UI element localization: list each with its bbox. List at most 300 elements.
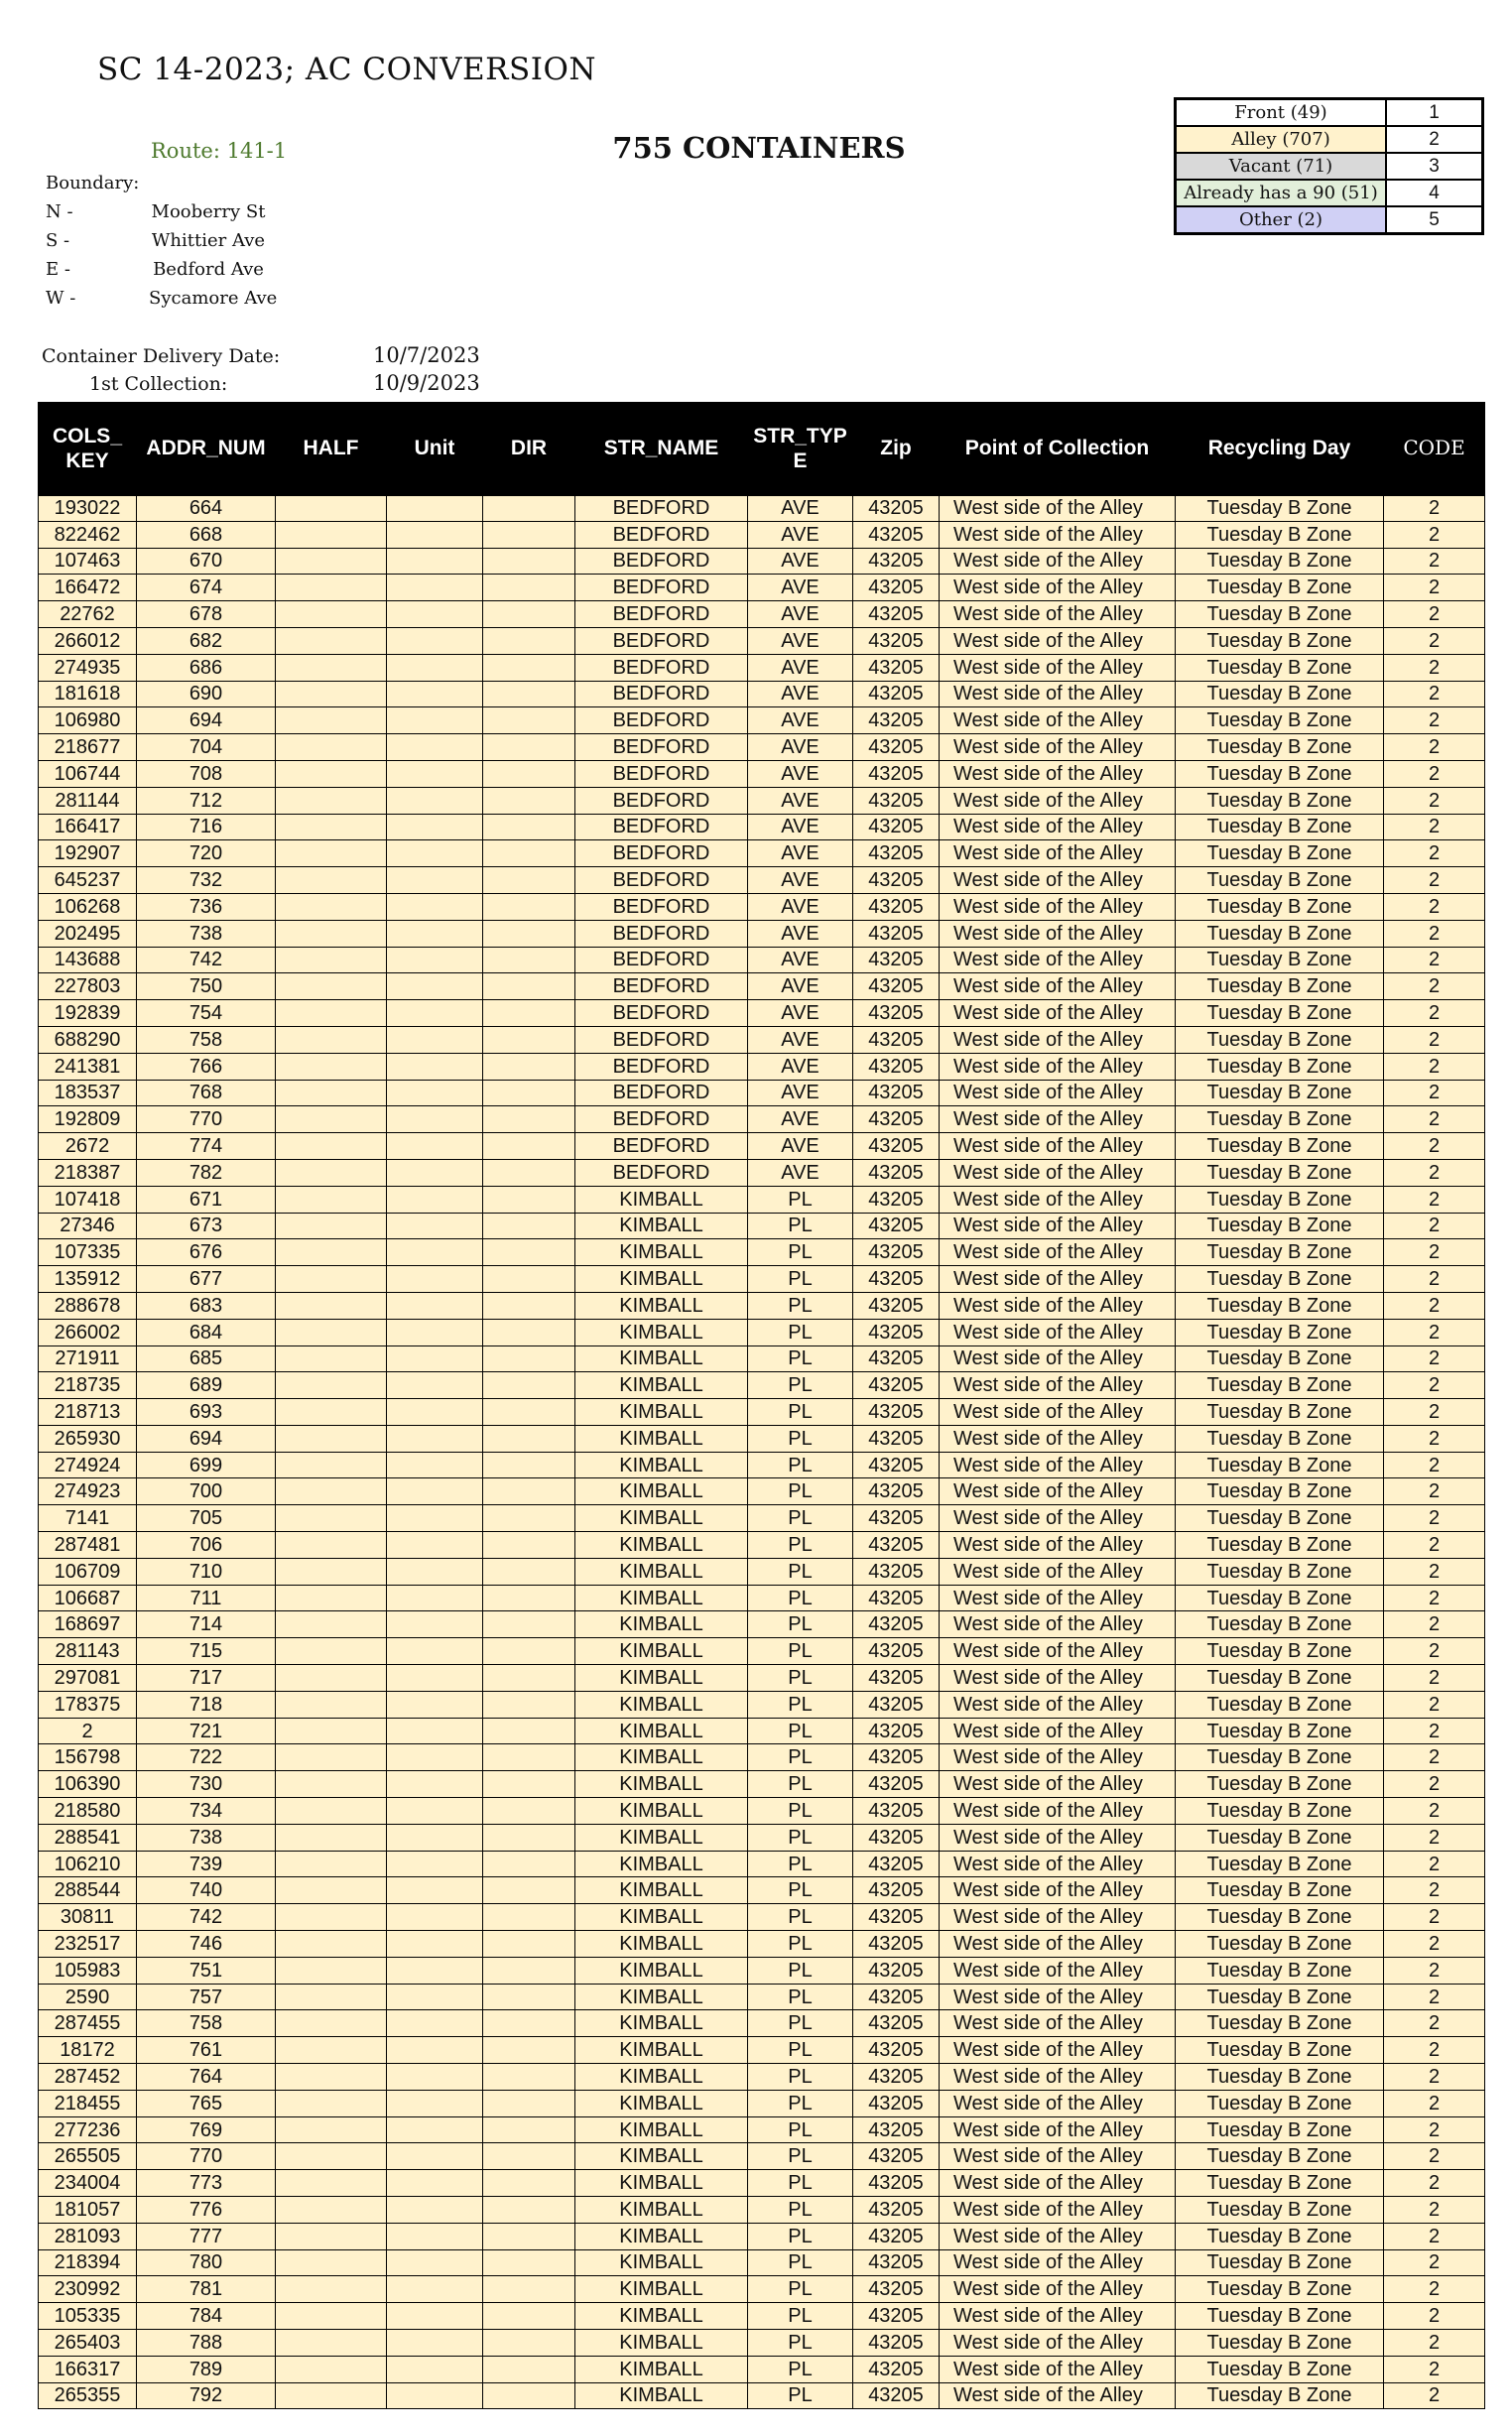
cell-zip: 43205 (853, 734, 940, 761)
cell-zip: 43205 (853, 1372, 940, 1399)
cell-zip: 43205 (853, 1186, 940, 1213)
cell-dir (483, 1957, 575, 1984)
cell-point-of-collection: West side of the Alley (940, 1266, 1176, 1293)
cell-recycling-day: Tuesday B Zone (1176, 1798, 1384, 1825)
cell-str-type: PL (748, 1292, 853, 1319)
cell-unit (387, 1824, 483, 1851)
cell-code: 2 (1384, 1452, 1485, 1478)
cell-recycling-day: Tuesday B Zone (1176, 1718, 1384, 1744)
col-header-unit: Unit (387, 403, 483, 495)
cell-zip: 43205 (853, 2382, 940, 2409)
cell-point-of-collection: West side of the Alley (940, 1080, 1176, 1106)
cell-cols-key: 271911 (39, 1345, 137, 1372)
cell-recycling-day: Tuesday B Zone (1176, 2249, 1384, 2276)
cell-str-type: PL (748, 1824, 853, 1851)
cell-str-name: BEDFORD (575, 707, 748, 734)
cell-half (276, 1372, 387, 1399)
cell-dir (483, 1452, 575, 1478)
col-header-str-type: STR_TYP E (748, 403, 853, 495)
cell-code: 2 (1384, 681, 1485, 707)
cell-dir (483, 1026, 575, 1053)
cell-str-type: AVE (748, 760, 853, 787)
cell-str-type: PL (748, 1957, 853, 1984)
cell-cols-key: 27346 (39, 1213, 137, 1239)
cell-point-of-collection: West side of the Alley (940, 2037, 1176, 2064)
delivery-date-label: Container Delivery Date: (42, 345, 281, 367)
cell-str-type: PL (748, 1399, 853, 1426)
cell-dir (483, 1984, 575, 2010)
cell-half (276, 2276, 387, 2303)
cell-addr-num: 705 (137, 1505, 276, 1532)
col-header-cols-key: COLS_ KEY (39, 403, 137, 495)
cell-unit (387, 2064, 483, 2091)
cell-half (276, 1532, 387, 1559)
cell-zip: 43205 (853, 1239, 940, 1266)
cell-dir (483, 2010, 575, 2037)
cell-unit (387, 575, 483, 601)
cell-str-name: KIMBALL (575, 2064, 748, 2091)
cell-str-type: PL (748, 1425, 853, 1452)
cell-str-type: AVE (748, 920, 853, 947)
cell-cols-key: 287481 (39, 1532, 137, 1559)
cell-zip: 43205 (853, 1399, 940, 1426)
cell-unit (387, 1000, 483, 1027)
cell-recycling-day: Tuesday B Zone (1176, 601, 1384, 628)
cell-recycling-day: Tuesday B Zone (1176, 867, 1384, 894)
cell-recycling-day: Tuesday B Zone (1176, 1319, 1384, 1345)
cell-recycling-day: Tuesday B Zone (1176, 1266, 1384, 1293)
cell-half (276, 1319, 387, 1345)
cell-dir (483, 1478, 575, 1505)
cell-point-of-collection: West side of the Alley (940, 1505, 1176, 1532)
cell-unit (387, 1638, 483, 1665)
cell-str-name: BEDFORD (575, 1133, 748, 1160)
document-title: SC 14-2023; AC CONVERSION (97, 52, 597, 87)
cell-addr-num: 742 (137, 947, 276, 973)
cell-str-type: AVE (748, 734, 853, 761)
table-row (39, 1053, 1485, 1080)
cell-point-of-collection: West side of the Alley (940, 2382, 1176, 2409)
cell-code: 2 (1384, 1292, 1485, 1319)
cell-str-type: PL (748, 1984, 853, 2010)
cell-zip: 43205 (853, 1771, 940, 1798)
route-label: Route: 141-1 (151, 139, 288, 163)
cell-code: 2 (1384, 920, 1485, 947)
cell-half (276, 548, 387, 575)
cell-str-name: KIMBALL (575, 1877, 748, 1904)
cell-str-type: PL (748, 2143, 853, 2170)
cell-dir (483, 654, 575, 681)
col-header-zip: Zip (853, 403, 940, 495)
cell-addr-num: 685 (137, 1345, 276, 1372)
cell-addr-num: 720 (137, 840, 276, 867)
cell-zip: 43205 (853, 1213, 940, 1239)
cell-code: 2 (1384, 787, 1485, 814)
cell-addr-num: 770 (137, 1106, 276, 1133)
cell-cols-key: 266012 (39, 627, 137, 654)
cell-point-of-collection: West side of the Alley (940, 495, 1176, 522)
cell-point-of-collection: West side of the Alley (940, 1824, 1176, 1851)
cell-point-of-collection: West side of the Alley (940, 575, 1176, 601)
cell-point-of-collection: West side of the Alley (940, 1213, 1176, 1239)
cell-str-name: KIMBALL (575, 1345, 748, 1372)
cell-recycling-day: Tuesday B Zone (1176, 1585, 1384, 1611)
table-row (39, 601, 1485, 628)
cell-str-name: KIMBALL (575, 1771, 748, 1798)
cell-addr-num: 706 (137, 1532, 276, 1559)
cell-cols-key: 241381 (39, 1053, 137, 1080)
cell-str-type: AVE (748, 1159, 853, 1186)
cell-half (276, 2170, 387, 2197)
cell-zip: 43205 (853, 2329, 940, 2356)
cell-cols-key: 218387 (39, 1159, 137, 1186)
cell-dir (483, 920, 575, 947)
cell-str-name: KIMBALL (575, 2303, 748, 2330)
cell-point-of-collection: West side of the Alley (940, 1771, 1176, 1798)
cell-cols-key: 287455 (39, 2010, 137, 2037)
table-row (39, 1771, 1485, 1798)
cell-str-type: PL (748, 1532, 853, 1559)
cell-code: 2 (1384, 947, 1485, 973)
cell-code: 2 (1384, 2249, 1485, 2276)
cell-dir (483, 1718, 575, 1744)
cell-half (276, 1213, 387, 1239)
cell-cols-key: 106980 (39, 707, 137, 734)
cell-point-of-collection: West side of the Alley (940, 2090, 1176, 2116)
cell-dir (483, 1080, 575, 1106)
cell-cols-key: 166472 (39, 575, 137, 601)
cell-point-of-collection: West side of the Alley (940, 1319, 1176, 1345)
cell-dir (483, 1372, 575, 1399)
cell-half (276, 760, 387, 787)
cell-code: 2 (1384, 1213, 1485, 1239)
cell-point-of-collection: West side of the Alley (940, 1532, 1176, 1559)
cell-dir (483, 2064, 575, 2091)
cell-str-name: KIMBALL (575, 1292, 748, 1319)
cell-code: 2 (1384, 734, 1485, 761)
cell-cols-key: 288541 (39, 1824, 137, 1851)
cell-cols-key: 192907 (39, 840, 137, 867)
cell-zip: 43205 (853, 2356, 940, 2382)
cell-str-type: AVE (748, 681, 853, 707)
cell-half (276, 601, 387, 628)
cell-dir (483, 1186, 575, 1213)
cell-dir (483, 1824, 575, 1851)
cell-str-type: PL (748, 2382, 853, 2409)
cell-cols-key: 218455 (39, 2090, 137, 2116)
legend-label: Vacant (71) (1176, 153, 1387, 180)
cell-zip: 43205 (853, 2143, 940, 2170)
cell-code: 2 (1384, 575, 1485, 601)
table-row (39, 1558, 1485, 1585)
cell-recycling-day: Tuesday B Zone (1176, 1957, 1384, 1984)
cell-dir (483, 1877, 575, 1904)
cell-recycling-day: Tuesday B Zone (1176, 1824, 1384, 1851)
cell-recycling-day: Tuesday B Zone (1176, 1638, 1384, 1665)
cell-zip: 43205 (853, 681, 940, 707)
cell-unit (387, 1159, 483, 1186)
cell-str-name: KIMBALL (575, 1372, 748, 1399)
table-row (39, 2170, 1485, 2197)
table-row (39, 495, 1485, 522)
cell-dir (483, 1292, 575, 1319)
cell-half (276, 814, 387, 840)
cell-dir (483, 2249, 575, 2276)
cell-code: 2 (1384, 601, 1485, 628)
cell-point-of-collection: West side of the Alley (940, 654, 1176, 681)
cell-cols-key: 232517 (39, 1931, 137, 1958)
boundary-street-north: Mooberry St (151, 201, 266, 222)
cell-zip: 43205 (853, 2090, 940, 2116)
cell-half (276, 947, 387, 973)
legend-row (1176, 126, 1483, 153)
cell-code: 2 (1384, 2382, 1485, 2409)
cell-str-name: KIMBALL (575, 1425, 748, 1452)
table-row (39, 1133, 1485, 1160)
cell-unit (387, 2170, 483, 2197)
cell-recycling-day: Tuesday B Zone (1176, 947, 1384, 973)
cell-str-name: KIMBALL (575, 1532, 748, 1559)
cell-cols-key: 688290 (39, 1026, 137, 1053)
table-row (39, 947, 1485, 973)
cell-str-name: KIMBALL (575, 1931, 748, 1958)
cell-cols-key: 218580 (39, 1798, 137, 1825)
cell-dir (483, 1532, 575, 1559)
cell-addr-num: 754 (137, 1000, 276, 1027)
cell-unit (387, 1744, 483, 1771)
cell-half (276, 840, 387, 867)
cell-code: 2 (1384, 2170, 1485, 2197)
cell-half (276, 1026, 387, 1053)
cell-addr-num: 721 (137, 1718, 276, 1744)
cell-cols-key: 107463 (39, 548, 137, 575)
cell-point-of-collection: West side of the Alley (940, 1425, 1176, 1452)
cell-unit (387, 627, 483, 654)
cell-recycling-day: Tuesday B Zone (1176, 2382, 1384, 2409)
cell-unit (387, 973, 483, 1000)
cell-half (276, 1718, 387, 1744)
table-row (39, 1611, 1485, 1638)
cell-code: 2 (1384, 2090, 1485, 2116)
cell-half (276, 1425, 387, 1452)
cell-code: 2 (1384, 654, 1485, 681)
cell-code: 2 (1384, 1718, 1485, 1744)
cell-str-type: PL (748, 1611, 853, 1638)
cell-point-of-collection: West side of the Alley (940, 2276, 1176, 2303)
cell-unit (387, 1718, 483, 1744)
cell-half (276, 1558, 387, 1585)
cell-str-type: AVE (748, 814, 853, 840)
cell-str-type: AVE (748, 1053, 853, 1080)
cell-unit (387, 654, 483, 681)
table-row (39, 627, 1485, 654)
cell-str-name: KIMBALL (575, 1452, 748, 1478)
cell-half (276, 521, 387, 548)
cell-zip: 43205 (853, 2249, 940, 2276)
cell-dir (483, 2223, 575, 2249)
cell-half (276, 920, 387, 947)
cell-str-name: BEDFORD (575, 947, 748, 973)
cell-str-name: KIMBALL (575, 2356, 748, 2382)
cell-str-type: PL (748, 1558, 853, 1585)
boundary-street-east: Bedford Ave (153, 259, 264, 280)
cell-unit (387, 1266, 483, 1293)
cell-point-of-collection: West side of the Alley (940, 1186, 1176, 1213)
table-row (39, 575, 1485, 601)
cell-zip: 43205 (853, 2303, 940, 2330)
cell-cols-key: 22762 (39, 601, 137, 628)
cell-unit (387, 947, 483, 973)
cell-code: 2 (1384, 1239, 1485, 1266)
cell-unit (387, 1319, 483, 1345)
table-row (39, 1026, 1485, 1053)
table-row (39, 2116, 1485, 2143)
cell-str-type: AVE (748, 548, 853, 575)
cell-zip: 43205 (853, 2037, 940, 2064)
cell-point-of-collection: West side of the Alley (940, 973, 1176, 1000)
cell-recycling-day: Tuesday B Zone (1176, 1904, 1384, 1931)
table-row (39, 867, 1485, 894)
cell-addr-num: 766 (137, 1053, 276, 1080)
cell-code: 2 (1384, 1319, 1485, 1345)
cell-zip: 43205 (853, 867, 940, 894)
cell-unit (387, 1611, 483, 1638)
cell-half (276, 707, 387, 734)
cell-str-name: BEDFORD (575, 601, 748, 628)
cell-half (276, 1744, 387, 1771)
cell-unit (387, 1213, 483, 1239)
cell-code: 2 (1384, 1000, 1485, 1027)
cell-addr-num: 764 (137, 2064, 276, 2091)
cell-dir (483, 787, 575, 814)
cell-recycling-day: Tuesday B Zone (1176, 1000, 1384, 1027)
cell-dir (483, 2037, 575, 2064)
cell-addr-num: 742 (137, 1904, 276, 1931)
cell-code: 2 (1384, 548, 1485, 575)
table-row (39, 2249, 1485, 2276)
cell-point-of-collection: West side of the Alley (940, 1611, 1176, 1638)
legend-code: 1 (1386, 99, 1483, 127)
cell-point-of-collection: West side of the Alley (940, 1691, 1176, 1718)
cell-str-name: KIMBALL (575, 2197, 748, 2224)
cell-cols-key: 274924 (39, 1452, 137, 1478)
cell-addr-num: 689 (137, 1372, 276, 1399)
table-row (39, 2090, 1485, 2116)
cell-addr-num: 738 (137, 1824, 276, 1851)
cell-str-name: KIMBALL (575, 2249, 748, 2276)
cell-recycling-day: Tuesday B Zone (1176, 1292, 1384, 1319)
cell-zip: 43205 (853, 1691, 940, 1718)
cell-unit (387, 2116, 483, 2143)
cell-half (276, 1452, 387, 1478)
cell-half (276, 1931, 387, 1958)
cell-cols-key: 297081 (39, 1665, 137, 1692)
table-row (39, 1718, 1485, 1744)
cell-unit (387, 2329, 483, 2356)
cell-addr-num: 674 (137, 575, 276, 601)
cell-point-of-collection: West side of the Alley (940, 1345, 1176, 1372)
cell-half (276, 973, 387, 1000)
legend-code: 3 (1386, 153, 1483, 180)
cell-dir (483, 867, 575, 894)
cell-addr-num: 738 (137, 920, 276, 947)
table-row (39, 707, 1485, 734)
cell-unit (387, 548, 483, 575)
cell-cols-key: 18172 (39, 2037, 137, 2064)
cell-str-type: PL (748, 2090, 853, 2116)
cell-cols-key: 106744 (39, 760, 137, 787)
cell-recycling-day: Tuesday B Zone (1176, 1345, 1384, 1372)
cell-zip: 43205 (853, 1053, 940, 1080)
cell-point-of-collection: West side of the Alley (940, 1931, 1176, 1958)
cell-addr-num: 684 (137, 1319, 276, 1345)
cell-addr-num: 777 (137, 2223, 276, 2249)
cell-half (276, 1159, 387, 1186)
cell-str-name: BEDFORD (575, 1053, 748, 1080)
cell-unit (387, 2303, 483, 2330)
cell-zip: 43205 (853, 1638, 940, 1665)
table-row (39, 760, 1485, 787)
cell-point-of-collection: West side of the Alley (940, 2303, 1176, 2330)
table-row (39, 787, 1485, 814)
cell-dir (483, 2090, 575, 2116)
cell-code: 2 (1384, 1399, 1485, 1426)
cell-code: 2 (1384, 1798, 1485, 1825)
cell-str-name: KIMBALL (575, 1478, 748, 1505)
table-row (39, 1638, 1485, 1665)
cell-str-type: AVE (748, 973, 853, 1000)
cell-code: 2 (1384, 1478, 1485, 1505)
cell-zip: 43205 (853, 2064, 940, 2091)
cell-code: 2 (1384, 1558, 1485, 1585)
cell-half (276, 1399, 387, 1426)
cell-addr-num: 757 (137, 1984, 276, 2010)
cell-str-name: KIMBALL (575, 1399, 748, 1426)
table-row (39, 1505, 1485, 1532)
cell-cols-key: 2672 (39, 1133, 137, 1160)
cell-cols-key: 287452 (39, 2064, 137, 2091)
cell-recycling-day: Tuesday B Zone (1176, 1691, 1384, 1718)
cell-zip: 43205 (853, 973, 940, 1000)
code-legend (1174, 97, 1484, 235)
table-row (39, 1931, 1485, 1958)
cell-addr-num: 690 (137, 681, 276, 707)
cell-addr-num: 732 (137, 867, 276, 894)
cell-addr-num: 739 (137, 1851, 276, 1877)
cell-point-of-collection: West side of the Alley (940, 1798, 1176, 1825)
cell-unit (387, 1877, 483, 1904)
table-row (39, 893, 1485, 920)
cell-recycling-day: Tuesday B Zone (1176, 1053, 1384, 1080)
cell-recycling-day: Tuesday B Zone (1176, 1984, 1384, 2010)
cell-zip: 43205 (853, 1665, 940, 1692)
cell-str-type: PL (748, 1665, 853, 1692)
cell-unit (387, 707, 483, 734)
table-row (39, 1984, 1485, 2010)
cell-cols-key: 166417 (39, 814, 137, 840)
cell-dir (483, 1611, 575, 1638)
cell-str-name: KIMBALL (575, 1824, 748, 1851)
cell-code: 2 (1384, 1585, 1485, 1611)
cell-half (276, 1292, 387, 1319)
cell-recycling-day: Tuesday B Zone (1176, 681, 1384, 707)
table-row (39, 1585, 1485, 1611)
cell-half (276, 1345, 387, 1372)
cell-point-of-collection: West side of the Alley (940, 867, 1176, 894)
cell-str-name: KIMBALL (575, 2223, 748, 2249)
cell-str-name: KIMBALL (575, 2010, 748, 2037)
cell-cols-key: 230992 (39, 2276, 137, 2303)
